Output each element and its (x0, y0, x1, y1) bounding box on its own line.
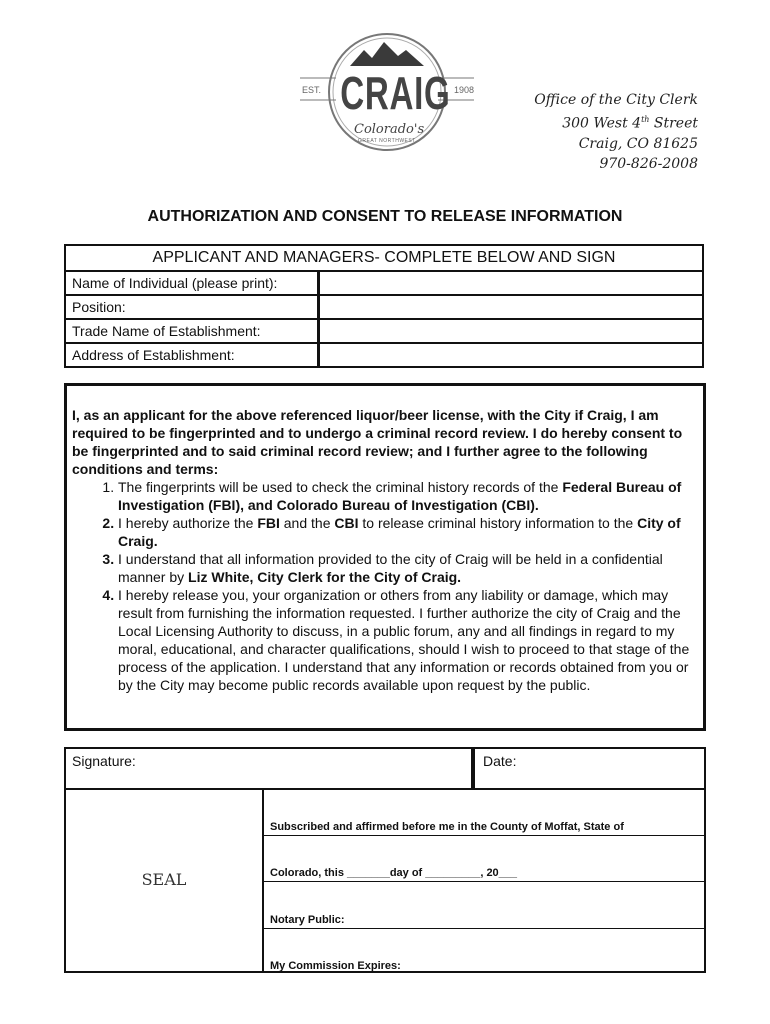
signature-row (66, 749, 704, 790)
term-3 (118, 550, 693, 586)
field-row-position (66, 296, 702, 320)
street-address (470, 110, 698, 134)
position-input[interactable] (320, 296, 702, 318)
mountain-icon (350, 42, 424, 66)
field-row-trade-name (66, 320, 702, 344)
consent-box (64, 383, 706, 731)
field-label-address: Address of Establishment: (66, 344, 320, 368)
colorado-date-line[interactable]: Colorado, this _______day of _________, 20___ (270, 867, 518, 879)
consent-terms-list (72, 478, 693, 694)
office-phone: 970-826-2008 (599, 155, 698, 172)
term-1-bold: Federal Bureau of Investigation (FBI), and Colorado Bureau of Investigation (CBI). (118, 479, 682, 513)
city-state-zip: Craig, CO 81625 (578, 135, 698, 152)
name-input[interactable] (320, 272, 702, 294)
field-label-position: Position: (66, 296, 320, 318)
term-3-text: I understand that all information provided to the city of Craig will be held in a confidential manner by (118, 551, 663, 585)
term-2-city: City of Craig. (118, 515, 681, 549)
signature-field[interactable] (66, 749, 475, 788)
notary-public-label[interactable]: Notary Public: (270, 914, 345, 926)
office-address (470, 90, 698, 174)
field-label-trade-name: Trade Name of Establishment: (66, 320, 320, 342)
date-field[interactable] (475, 749, 704, 788)
signature-table (64, 747, 706, 973)
term-2 (118, 514, 693, 550)
term-2-text-e: to release criminal history information to the (358, 515, 638, 531)
term-4-text: I hereby release you, your organization or others from any liability or damage, which may result from furnishing the information requested. I further authorize the city of Craig and the Local Licensing Authority to discuss, in a public forum, any and all findings in regard to my moral, educational, and character qualifications, should I wish to proceed to that stage of the process of the application. I understand that any information or records obtained from you or by the City may become public records available upon request by the public. (118, 587, 690, 693)
term-1-text: The fingerprints will be used to check the criminal history records of the (118, 479, 563, 495)
notary-section (66, 790, 704, 973)
notary-block (264, 790, 704, 973)
trade-name-input[interactable] (320, 320, 702, 342)
field-label-name: Name of Individual (please print): (66, 272, 320, 294)
seal-label: SEAL (141, 870, 187, 889)
term-2-text-a: I hereby authorize the (118, 515, 258, 531)
logo-year: 1908 (453, 85, 474, 95)
logo-wordmark: CRAIG (340, 67, 451, 119)
notary-rule-2 (264, 881, 704, 882)
subscribed-text: Subscribed and affirmed before me in the County of Moffat, State of (270, 821, 624, 833)
document-title: AUTHORIZATION AND CONSENT TO RELEASE INFORMATION (147, 208, 623, 225)
term-2-text-c: and the (279, 515, 335, 531)
notary-rule-3 (264, 928, 704, 929)
street-name: Street (649, 115, 698, 132)
term-2-fbi: FBI (257, 515, 280, 531)
logo-script: Colorado's (354, 122, 425, 137)
street-number: 300 West 4 (562, 115, 642, 132)
consent-intro: I, as an applicant for the above referenced liquor/beer license, with the City if Craig, I am required to be fingerprinted and to undergo a criminal record review. I do hereby consent to be fingerprinted and to said criminal record review; and I further agree to the following conditions and terms: (72, 407, 683, 477)
seal-area (66, 790, 264, 973)
date-label: Date: (483, 753, 517, 769)
term-4 (118, 586, 693, 694)
field-row-name (66, 272, 702, 296)
address-input[interactable] (320, 344, 702, 368)
term-2-cbi: CBI (334, 515, 359, 531)
notary-rule-1 (264, 835, 704, 836)
signature-label: Signature: (72, 753, 136, 769)
city-logo (298, 30, 476, 154)
term-1 (118, 478, 693, 514)
field-row-address (66, 344, 702, 368)
logo-tagline: GREAT NORTHWEST (358, 138, 416, 144)
applicant-table (64, 244, 704, 368)
street-suffix: th (641, 115, 650, 124)
applicant-heading: APPLICANT AND MANAGERS- COMPLETE BELOW AND SIGN (66, 246, 702, 272)
office-name: Office of the City Clerk (534, 92, 698, 108)
commission-expires-label[interactable]: My Commission Expires: (270, 960, 401, 972)
logo-est: EST. (302, 85, 322, 95)
term-3-bold: Liz White, City Clerk for the City of Craig. (188, 569, 462, 585)
